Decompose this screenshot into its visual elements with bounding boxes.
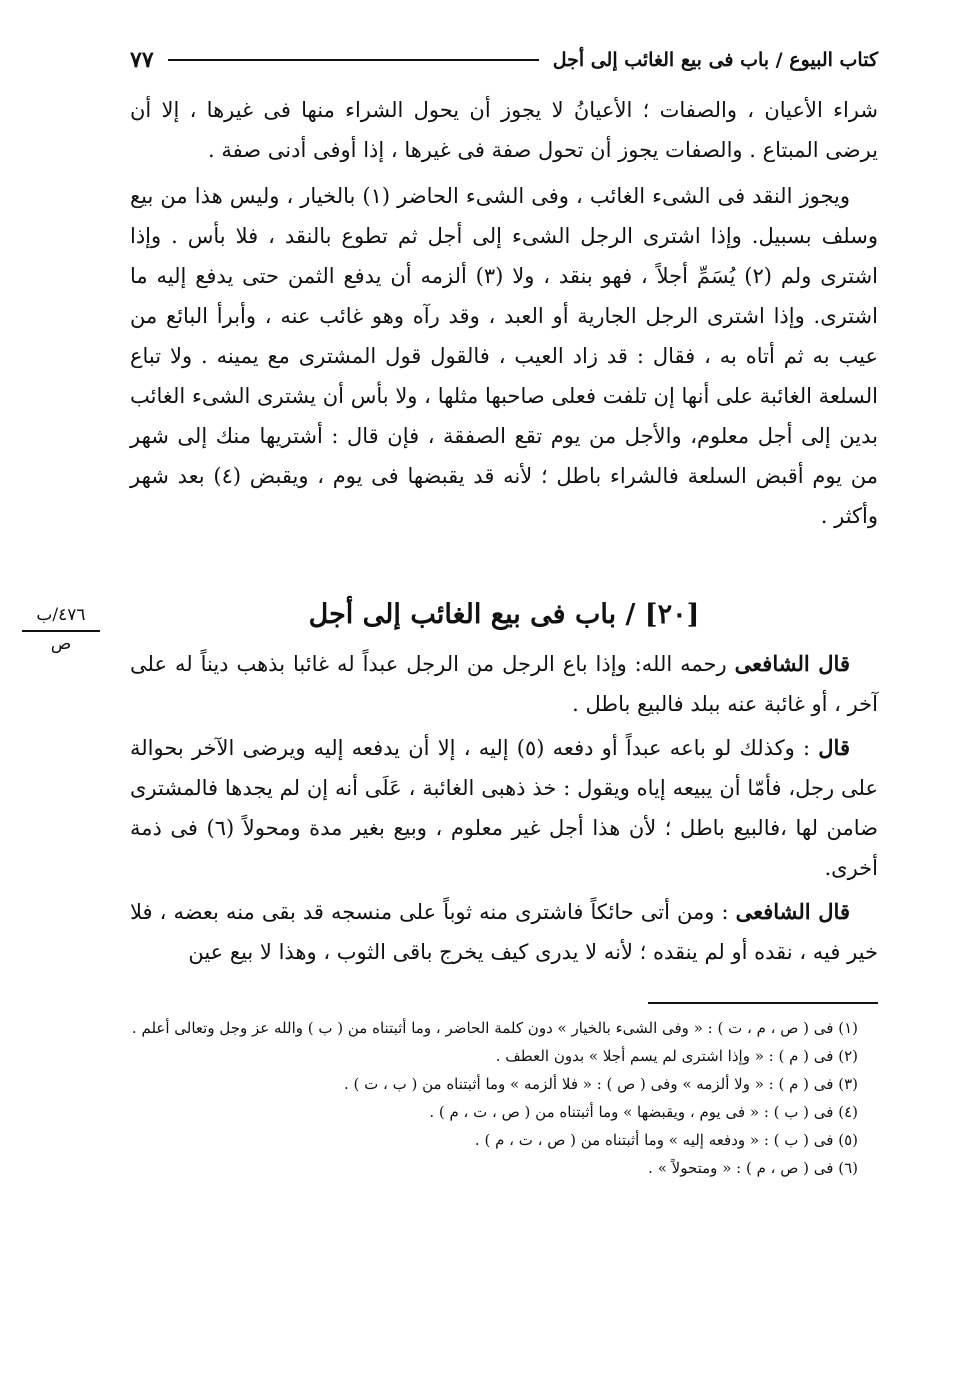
footnote: (٢) فى ( م ) : « وإذا اشترى لم يسم أجلا » بدون العطف . <box>495 1047 858 1065</box>
paragraph-text: رحمه الله: وإذا باع الرجل من الرجل عبداً له غائبا بذهب ديناً له على آخر ، أو غائبة عنه ببلد فالبيع باطل . <box>130 652 878 716</box>
footnote: (١) فى ( ص ، م ، ت ) : « وفى الشىء بالخيار » دون كلمة الحاضر ، وما أثبتناه من ( ب ) والله عز وجل وتعالى أعلم . <box>131 1019 858 1037</box>
paragraph-text: : وكذلك لو باعه عبداً أو دفعه (٥) إليه ، إلا أن يدفعه إليه ويرضى الآخر بحوالة على رجل، فأمّا أن يبيعه إياه ويقول : خذ ذهبى الغائبة ، عَلَى أنه إن لم يجدها فالمشترى ضامن لها ،فالبيع باطل ؛ لأن هذا أجل غير معلوم ، وبيع بغير مدة ومحولاً (٦) فى ذمة أخرى. <box>130 736 878 880</box>
book-page <box>130 36 878 1182</box>
folio-reference: ٤٧٦/ب <box>22 602 100 632</box>
speaker-label: قال الشافعى <box>734 651 850 676</box>
paragraph-1: شراء الأعيان ، والصفات ؛ الأعيانُ لا يجوز أن يحول الشراء منها فى غيرها ، إلا أن يرضى المبتاع . والصفات يجوز أن تحول صفة فى غيرها ، إذا أوفى أدنى صفة . <box>130 98 878 162</box>
footnote: (٦) فى ( ص ، م ) : « ومتحولاً » . <box>648 1159 858 1177</box>
speaker-label: قال الشافعى <box>735 899 850 924</box>
section-heading: [٢٠] / باب فى بيع الغائب إلى أجل <box>308 599 700 630</box>
section-paragraph <box>130 728 878 888</box>
footnote: (٤) فى ( ب ) : « فى يوم ، ويقبضها » وما أثبتناه من ( ص ، ت ، م ) . <box>429 1103 858 1121</box>
footnote: (٥) فى ( ب ) : « ودفعه إليه » وما أثبتناه من ( ص ، ت ، م ) . <box>474 1131 858 1149</box>
footnotes <box>130 1014 878 1182</box>
speaker-label: قال <box>818 735 850 760</box>
running-title: كتاب البيوع / باب فى بيع الغائب إلى أجل <box>552 49 878 71</box>
section-paragraph <box>130 892 878 972</box>
manuscript-folio-note <box>22 602 100 656</box>
manuscript-siglum: ص <box>50 634 72 654</box>
section-paragraph <box>130 644 878 724</box>
running-header <box>130 36 878 84</box>
paragraph-2: ويجوز النقد فى الشىء الغائب ، وفى الشىء الحاضر (١) بالخيار ، وليس هذا من بيع وسلف بسبيل. وإذا اشترى الرجل الشىء إلى أجل ثم تطوع بالنقد ، فلا بأس . وإذا اشترى ولم (٢) يُسَمِّ أجلاً ، فهو بنقد ، ولا (٣) ألزمه أن يدفع الثمن حتى يدفع إليه ما اشترى. وإذا اشترى الرجل الجارية أو العبد ، وقد رآه وهو غائب عنه ، وأبرأ البائع من عيب به ثم أتاه به ، فقال : قد زاد العيب ، فالقول قول المشترى مع يمينه . ولا تباع السلعة الغائبة على أنها إن تلفت فعلى صاحبها مثلها ، ولا بأس أن يشترى الشىء الغائب بدين إلى أجل معلوم، والأجل من يوم تقع الصفقة ، فإن قال : أشتريها منك إلى شهر من يوم أقبض السلعة فالشراء باطل ؛ لأنه قد يقبضها فى يوم ، ويقبض (٤) بعد شهر وأكثر . <box>130 184 879 528</box>
footnote: (٣) فى ( م ) : « ولا ألزمه » وفى ( ص ) : « فلا ألزمه » وما أثبتناه من ( ب ، ت ) . <box>343 1075 858 1093</box>
header-rule <box>168 59 539 61</box>
page-number: ٧٧ <box>130 47 154 73</box>
footnote-rule <box>648 1002 878 1004</box>
paragraph-text: : ومن أتى حائكاً فاشترى منه ثوباً على منسجه قد بقى منه بعضه ، فلا خير فيه ، نقده أو لم ينقده ؛ لأنه لا يدرى كيف يخرج باقى الثوب ، وهذا لا بيع عين <box>130 900 878 964</box>
